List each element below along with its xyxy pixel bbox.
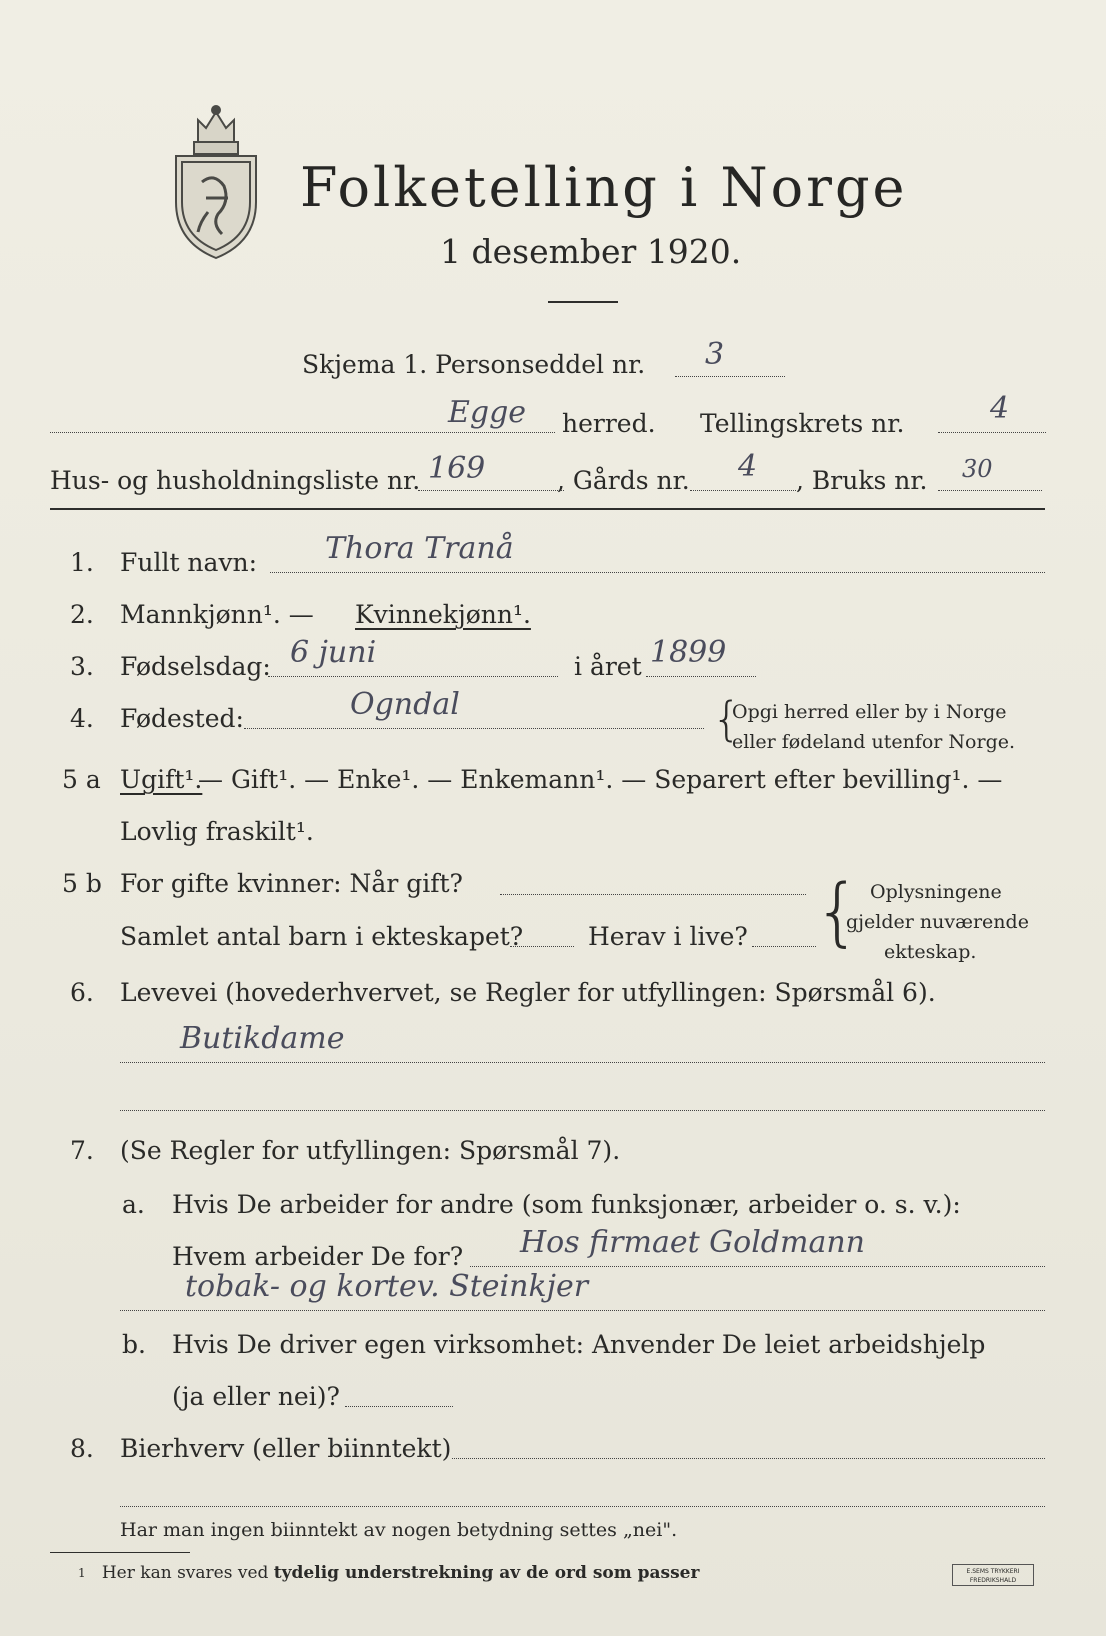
q5b-children-field-line (510, 946, 574, 947)
gender-male[interactable]: Mannkjønn¹. — (120, 600, 314, 629)
tellingskrets-nr-value[interactable]: 4 (990, 391, 1010, 426)
printer-stamp (952, 1564, 1034, 1586)
bruks-nr-value[interactable]: 30 (962, 455, 993, 483)
q2-number: 2. (70, 600, 94, 629)
year-label: i året (574, 652, 642, 681)
q3-number: 3. (70, 652, 94, 681)
footnote (78, 1562, 699, 1584)
bruks-label: , Bruks nr. (796, 466, 928, 495)
q6-number: 6. (70, 978, 94, 1007)
q4-brace: { (712, 692, 742, 746)
footer-note: Har man ingen biinntekt av nogen betydning settes „nei". (120, 1519, 678, 1541)
q7a-text: Hvis De arbeider for andre (som funksjonær, arbeider o. s. v.): (172, 1190, 961, 1219)
q5b-married-field-line (500, 894, 806, 895)
q6-field-line2 (120, 1110, 1045, 1111)
tellingskrets-label: Tellingskrets nr. (700, 409, 905, 438)
birth-year-value[interactable]: 1899 (650, 635, 727, 670)
q7a-field-line2 (120, 1310, 1045, 1311)
full-name-value[interactable]: Thora Tranå (325, 531, 514, 566)
herred-field-line (50, 432, 555, 433)
q5b-number: 5 b (62, 869, 102, 898)
q1-number: 1. (70, 548, 94, 577)
q8-number: 8. (70, 1434, 94, 1463)
personseddel-field-line (675, 376, 785, 377)
q7-label: (Se Regler for utfyllingen: Spørsmål 7). (120, 1136, 621, 1165)
q6-label: Levevei (hovederhvervet, se Regler for utfyllingen: Spørsmål 6). (120, 978, 936, 1007)
birthplace-value[interactable]: Ogndal (350, 687, 460, 722)
tellingskrets-field-line (938, 432, 1046, 433)
q3-field-line (268, 676, 558, 677)
q5b-brace: { (814, 869, 862, 955)
header-rule (50, 508, 1045, 510)
q1-label: Fullt navn: (120, 548, 258, 577)
census-date: 1 desember 1920. (440, 232, 742, 271)
q8-field-line2 (120, 1506, 1045, 1507)
herred-value[interactable]: Egge (448, 395, 527, 430)
q5b-children-label: Samlet antal barn i ekteskapet? (120, 922, 524, 951)
q4-note-line1: Opgi herred eller by i Norge (732, 701, 1007, 723)
employer-value-line2[interactable]: tobak- og kortev. Steinkjer (185, 1269, 589, 1304)
gards-label: , Gårds nr. (557, 466, 690, 495)
hus-value[interactable]: 169 (428, 451, 486, 486)
footer-rule (50, 1552, 190, 1553)
q4-note-line2: eller fødeland utenfor Norge. (732, 731, 1016, 753)
q5b-note-line1: Oplysningene (870, 881, 1002, 903)
q7b-label: (ja eller nei)? (172, 1382, 340, 1411)
q7a-letter: a. (122, 1190, 145, 1219)
q5b-note-line3: ekteskap. (884, 941, 977, 963)
q8-field-line1 (452, 1458, 1045, 1459)
gards-field-line (690, 490, 796, 491)
skjema-label: Skjema 1. Personseddel nr. (302, 350, 646, 379)
birthday-value[interactable]: 6 juni (290, 635, 377, 670)
status-other-options[interactable]: — Gift¹. — Enke¹. — Enkemann¹. — Separert efter bevilling¹. — (198, 765, 1003, 794)
gender-female[interactable]: Kvinnekjønn¹. (355, 600, 531, 629)
q5b-alive-label: Herav i live? (588, 922, 748, 951)
q7a-field-line1 (470, 1266, 1045, 1267)
norway-coat-of-arms-icon (168, 102, 264, 262)
q4-number: 4. (70, 704, 94, 733)
q5a-number: 5 a (62, 765, 101, 794)
q7a-employer-label: Hvem arbeider De for? (172, 1242, 464, 1271)
q7b-field-line (345, 1406, 453, 1407)
q7b-letter: b. (122, 1330, 146, 1359)
footnote-text-b: tydelig understrekning av de ord som passer (273, 1563, 700, 1583)
footnote-text-a: Her kan svares ved (101, 1563, 274, 1583)
form-title: Folketelling i Norge (300, 156, 908, 219)
q4-label: Fødested: (120, 704, 244, 733)
stamp-line1: E.SEMS TRYKKERI (966, 1568, 1020, 1575)
year-field-line (646, 676, 756, 677)
q7-number: 7. (70, 1136, 94, 1165)
status-ugift[interactable]: Ugift¹. (120, 765, 203, 794)
q1-field-line (270, 572, 1045, 573)
title-divider (548, 301, 618, 303)
herred-label: herred. (562, 409, 656, 438)
q4-field-line (244, 728, 704, 729)
personseddel-nr-value[interactable]: 3 (705, 337, 725, 372)
q5b-alive-field-line (752, 946, 816, 947)
q5b-married-label: For gifte kvinner: Når gift? (120, 869, 463, 898)
q6-field-line1 (120, 1062, 1045, 1063)
bruks-field-line (938, 490, 1042, 491)
status-fraskilt[interactable]: Lovlig fraskilt¹. (120, 817, 314, 846)
occupation-value[interactable]: Butikdame (180, 1021, 345, 1056)
q5b-note-line2: gjelder nuværende (846, 911, 1029, 933)
q3-label: Fødselsdag: (120, 652, 271, 681)
employer-value-line1[interactable]: Hos firmaet Goldmann (520, 1225, 865, 1260)
q8-label: Bierhverv (eller biinntekt) (120, 1434, 452, 1463)
footnote-number: 1 (78, 1566, 86, 1580)
hus-label: Hus- og husholdningsliste nr. (50, 466, 421, 495)
gards-nr-value[interactable]: 4 (738, 449, 758, 484)
hus-field-line (418, 490, 564, 491)
stamp-line2: FREDRIKSHALD (969, 1577, 1017, 1584)
q7b-text: Hvis De driver egen virksomhet: Anvender De leiet arbeidshjelp (172, 1330, 986, 1359)
